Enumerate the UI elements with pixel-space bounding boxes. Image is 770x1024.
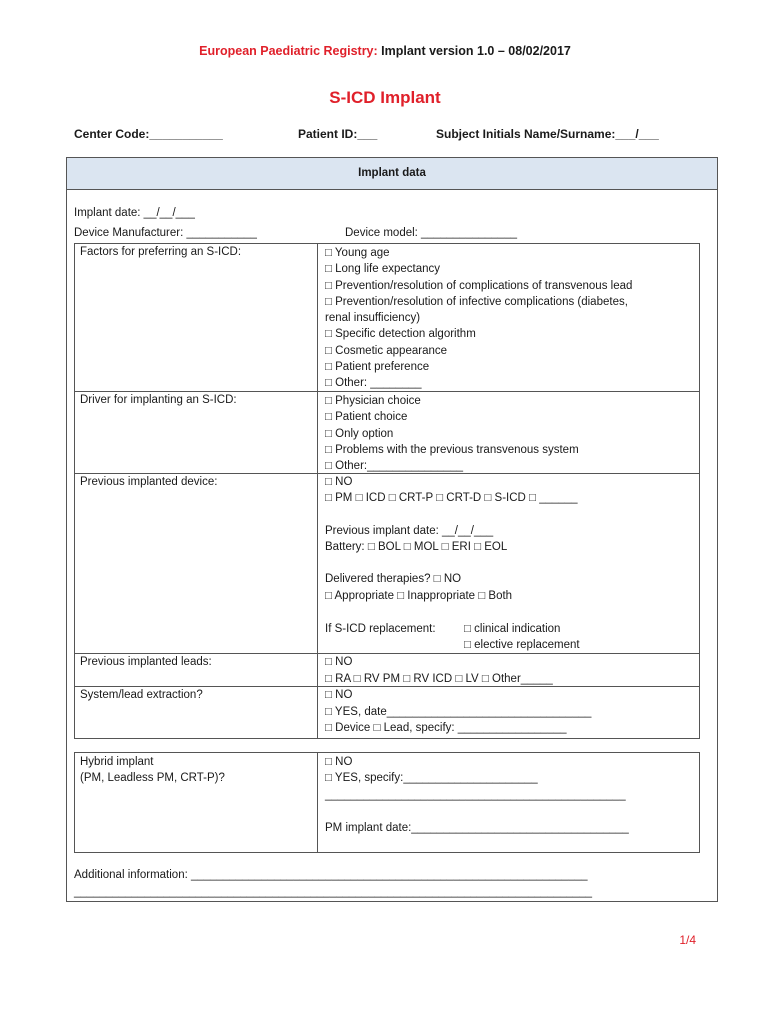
option-long-life[interactable]: □ Long life expectancy <box>325 263 440 276</box>
option-patient-preference[interactable]: □ Patient preference <box>325 361 430 374</box>
previous-device-no[interactable]: □ NO <box>325 476 353 488</box>
option-infective-complications-cont: renal insufficiency) <box>325 312 421 325</box>
page-number: 1/4 <box>679 933 696 947</box>
option-transvenous-complications[interactable]: □ Prevention/resolution of complications of transvenous lead <box>325 279 633 292</box>
additional-info-field[interactable]: Additional information: ______________________________________________________________ <box>74 869 588 881</box>
option-elective-replacement[interactable]: □ elective replacement <box>464 639 580 651</box>
center-code-field[interactable]: Center Code:___________ <box>74 127 223 141</box>
option-infective-complications[interactable]: □ Prevention/resolution of infective complications (diabetes, <box>325 295 628 308</box>
previous-device-types[interactable]: □ PM □ ICD □ CRT-P □ CRT-D □ S-ICD □ ______ <box>325 492 578 504</box>
page-title: S-ICD Implant <box>329 88 441 107</box>
option-previous-problems[interactable]: □ Problems with the previous transvenous system <box>325 443 579 456</box>
hybrid-table <box>74 752 700 853</box>
additional-info-line[interactable]: _________________________________________________________________________________ <box>74 886 593 898</box>
option-cosmetic[interactable]: □ Cosmetic appearance <box>325 344 448 357</box>
replacement-label: If S-ICD replacement: <box>325 623 436 635</box>
extraction-device-lead[interactable]: □ Device □ Lead, specify: _________________ <box>325 722 567 734</box>
hybrid-yes-specify[interactable]: □ YES, specify:_____________________ <box>325 772 538 784</box>
driver-options[interactable] <box>325 393 579 474</box>
extraction-yes-date[interactable]: □ YES, date________________________________ <box>325 706 592 718</box>
patient-id-field[interactable]: Patient ID:___ <box>298 127 378 141</box>
option-driver-other[interactable]: □ Other:_______________ <box>325 460 464 473</box>
previous-leads-label: Previous implanted leads: <box>80 656 212 668</box>
subject-initials-field[interactable]: Subject Initials Name/Surname:___/___ <box>436 127 659 141</box>
option-other[interactable]: □ Other: ________ <box>325 377 422 390</box>
page-header <box>0 44 770 58</box>
option-detection-algorithm[interactable]: □ Specific detection algorithm <box>325 328 476 341</box>
device-model-field[interactable]: Device model: _______________ <box>345 227 517 239</box>
therapy-types[interactable]: □ Appropriate □ Inappropriate □ Both <box>325 590 513 602</box>
previous-implant-date-field[interactable]: Previous implant date: __/__/___ <box>325 525 494 537</box>
factors-options[interactable] <box>325 245 632 392</box>
previous-leads-types[interactable]: □ RA □ RV PM □ RV ICD □ LV □ Other_____ <box>325 673 553 685</box>
delivered-therapies[interactable]: Delivered therapies? □ NO <box>325 573 462 585</box>
battery-options[interactable]: Battery: □ BOL □ MOL □ ERI □ EOL <box>325 541 508 553</box>
option-patient-choice[interactable]: □ Patient choice <box>325 411 408 424</box>
row-divider <box>74 686 700 687</box>
section-header: Implant data <box>66 157 718 190</box>
hybrid-specify-line[interactable]: _______________________________________________ <box>325 789 626 801</box>
hybrid-label: Hybrid implant <box>80 756 154 768</box>
option-clinical-indication[interactable]: □ clinical indication <box>464 623 561 635</box>
registry-name: European Paediatric Registry: <box>199 44 378 58</box>
previous-leads-no[interactable]: □ NO <box>325 656 353 668</box>
table-divider <box>317 752 318 853</box>
hybrid-no[interactable]: □ NO <box>325 756 353 768</box>
row-divider <box>74 653 700 654</box>
option-only-option[interactable]: □ Only option <box>325 427 394 440</box>
driver-label: Driver for implanting an S-ICD: <box>80 394 237 406</box>
extraction-label: System/lead extraction? <box>80 689 203 701</box>
extraction-no[interactable]: □ NO <box>325 689 353 701</box>
implant-date-field[interactable]: Implant date: __/__/___ <box>74 207 195 219</box>
version-text: Implant version 1.0 – 08/02/2017 <box>381 44 571 58</box>
pm-implant-date-field[interactable]: PM implant date:__________________________________ <box>325 822 629 834</box>
hybrid-sublabel: (PM, Leadless PM, CRT-P)? <box>80 772 225 784</box>
previous-device-label: Previous implanted device: <box>80 476 218 488</box>
table-divider <box>317 243 318 739</box>
option-young-age[interactable]: □ Young age <box>325 247 390 259</box>
option-physician-choice[interactable]: □ Physician choice <box>325 395 421 407</box>
device-manufacturer-field[interactable]: Device Manufacturer: ___________ <box>74 227 257 239</box>
factors-label: Factors for preferring an S-ICD: <box>80 246 242 258</box>
